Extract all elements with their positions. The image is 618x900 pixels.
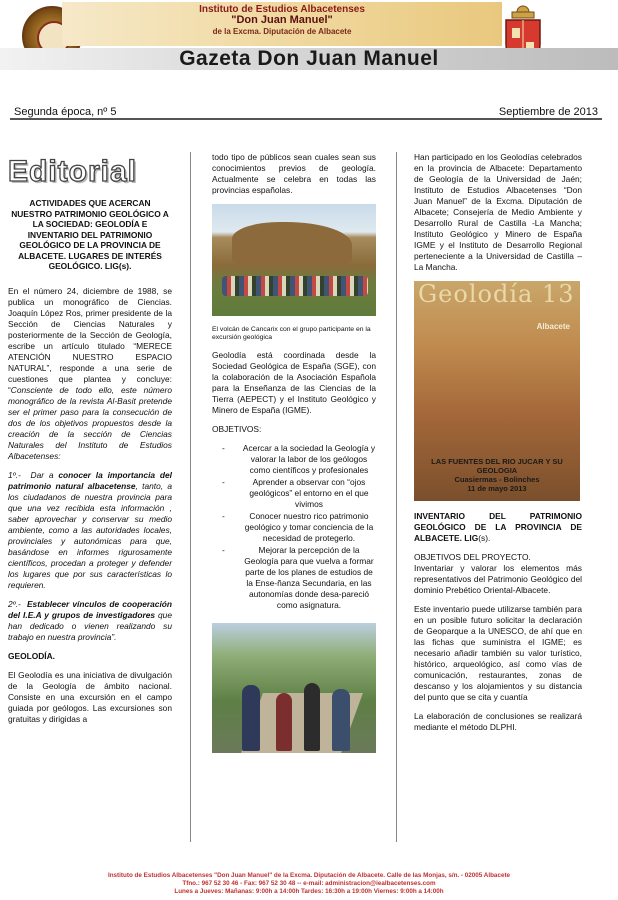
issue-date: Septiembre de 2013 [498, 106, 598, 118]
photo-caption: El volcán de Cancarix con el grupo participante en la excursión geológica [212, 326, 371, 341]
institute-name [62, 4, 502, 37]
objective-text: Dar a [30, 469, 54, 480]
objective-number: 1º.- [8, 469, 21, 480]
inventory-heading [414, 511, 582, 544]
paragraph-text: En el número 24, diciembre de 1988, se publica un monográfico de Ciencias. Joaquín López Ros, primer presidente de la Sección de Ciencias Naturales y posteriormente de la Sección de Geología, escribe un artículo titulado “MERECE ATENCIÓN NUESTRO ESPACIO NATURAL”, responde a una serie de cuestiones que plantea y concluye: “ [8, 285, 172, 395]
column-divider [190, 152, 191, 842]
poster-title: Geolodía 13 [418, 280, 575, 308]
geolodia-heading: GEOLODÍA. [8, 650, 55, 661]
geopark-paragraph: Este inventario puede utilizarse también para en un posible futuro solicitar la declaración de Geoparque a la UNESCO, de ahí que en las fichas que suministra el IGME; es necesario añadir también su valor turístico, histórico, arqueológico, así como vías de comunicación, restaurantes, zonas de descanso y los alojamientos y su distancia del punto que se cita y cuantía [414, 604, 582, 702]
objective-1 [8, 470, 172, 591]
coordination-paragraph: Geolodía está coordinada desde la Sociedad Geológica de España (SGE), con la colaboración de la Asociación Española para la Enseñanza de las Ciencias de la Tierra (AEPECT) y el Instituto Geológico y Minero de España (IGME). [212, 350, 376, 415]
hiking-group-photo [212, 623, 376, 753]
column-1 [8, 198, 172, 733]
section-title: Editorial [8, 155, 138, 188]
footer-hours: Lunes a Jueves: Mañanas: 9:00h a 14:00h Tardes: 16:30h a 19:00h Viernes: 9:00h a 14:00h [174, 888, 444, 895]
project-heading: OBJETIVOS DEL PROYECTO. [414, 552, 531, 562]
column-3 [414, 152, 582, 741]
poster-date: 11 de mayo 2013 [467, 484, 527, 493]
poster-details [414, 457, 580, 493]
objective-item: - Mejorar la percepción de la Geología para que vuelva a formar parte de los planes de estudios de la Ense-ñanza Secundaria, en las autonomías donde desa-pareció como asignatura. [242, 545, 376, 611]
newsletter-title: Gazeta Don Juan Manuel [179, 47, 439, 70]
editorial-headline: ACTIVIDADES QUE ACERCAN NUESTRO PATRIMONIO GEOLÓGICO A LA SOCIEDAD: GEOLODÍA E INVENTARIO DEL PATRIMONIO GEOLÓGICO DE LA PROVINCIA DE ALBACETE. LUGARES DE INTERÉS GEOLÓGICO. LIG(s). [11, 198, 169, 271]
objective-emphasis: Establecer vínculos de cooperación del I.E.A y grupos de investigadores [8, 598, 173, 620]
objectives-heading: OBJETIVOS: [212, 424, 262, 434]
footer-contact: Tfno.: 967 52 30 46 - Fax: 967 52 30 48 -- e-mail: administracion@iealbacetenses.com [182, 880, 436, 887]
column-divider [396, 152, 397, 842]
poster-place: Cuasiermas - Bolinches [454, 475, 540, 484]
paragraph-quote: Consciente de todo ello, este número monográfico de la revista Al-Basit pretende ser el primer paso para la consecución de dos de los objetivos propuestos desde la creación de la sección de Ciencias Naturales del Instituto de Estudios Albacetenses: [8, 384, 172, 461]
objectives-list [212, 443, 376, 611]
column-2 [212, 152, 376, 753]
poster-city: Albacete [536, 322, 570, 331]
objective-item: - Aprender a observar con “ojos geológicos” el entorno en el que vivimos [242, 477, 376, 510]
geolodia-paragraph: El Geolodía es una iniciativa de divulgación de la Geología de ámbito nacional. Consiste en una excursión en el campo guiada por geólogos. Las excursiones son gratuitas y dirigidas a [8, 669, 172, 724]
cancarix-group-photo [212, 204, 376, 316]
objective-text-rest: , tanto, a los ciudadanos de nuestra provincia para que una vez recibida esta información , saber aprovechar y conservar su medio ambiente, como a las autoridades locales, provinciales y autonómicas para que, basándose en informes rigurosamente científicos, procedan a proteger y defender los lugares que por sus características lo requieren. [8, 480, 172, 590]
objective-emphasis: conocer la importancia del patrimonio natural albacetense [8, 469, 173, 491]
inventory-heading-suffix: (s). [478, 533, 491, 543]
issue-bar [10, 96, 602, 120]
project-paragraph [414, 563, 582, 596]
conclusions-paragraph: La elaboración de conclusiones se realizará mediante el método DLPHI. [414, 711, 582, 732]
objective-number: 2º.- [8, 598, 21, 609]
objective-text-rest: que han dedicado o vienen realizando su trabajo en nuestra provincia”. [8, 609, 172, 642]
objective-2 [8, 599, 172, 643]
geolodia-poster [414, 281, 580, 501]
issue-edition: Segunda época, nº 5 [14, 106, 117, 118]
poster-subtitle: LAS FUENTES DEL RIO JUCAR Y SU GEOLOGIA [431, 457, 563, 475]
institute-line-1: Instituto de Estudios Albacetenses [199, 4, 365, 15]
page-footer [0, 872, 618, 896]
institute-line-2: "Don Juan Manuel" [231, 14, 333, 26]
inventory-heading-text: INVENTARIO DEL PATRIMONIO GEOLÓGICO DE LA PROVINCIA DE ALBACETE. LIG [414, 511, 582, 543]
footer-address: Instituto de Estudios Albacetenses "Don Juan Manuel" de la Excma. Diputación de Albacete. Calle de las Monjas, s/n. - 02005 Albacete [107, 872, 511, 879]
objective-item: - Conocer nuestro rico patrimonio geológico y tomar conciencia de la necesidad de protegerlo. [242, 511, 376, 544]
objective-item: - Acercar a la sociedad la Geología y valorar la labor de los geólogos como científicos y profesionales [242, 443, 376, 476]
geolodia-paragraph-cont: todo tipo de públicos sean cuales sean sus conocimientos previos de geología. Actualmente se celebra en todas las provincias españolas. [212, 152, 376, 195]
participants-paragraph: Han participado en los Geolodías celebrados en la provincia de Albacete: Departamento de Geología de la Universidad de Jaén; Instituto de Estudios Albacetenses “Don Juan Manuel” de la Excma. Diputación de Albacete; Consejería de Medio Ambiente y Desarrollo Rural de Castilla -La Mancha; Instituto Geológico y Minero de España IGME y el Instituto de Desarrollo Regional perteneciente a la Universidad de Castilla –La Mancha. [414, 152, 582, 272]
page-header [0, 0, 618, 92]
project-text-end: . [548, 585, 551, 595]
institute-line-3: de la Excma. Diputación de Albacete [212, 27, 352, 36]
project-text: Inventariar y valorar los elementos más representativos del Patrimonio Geológico del dominio Prebético Oriental-Albacete [414, 563, 582, 595]
editorial-paragraph [8, 286, 172, 462]
